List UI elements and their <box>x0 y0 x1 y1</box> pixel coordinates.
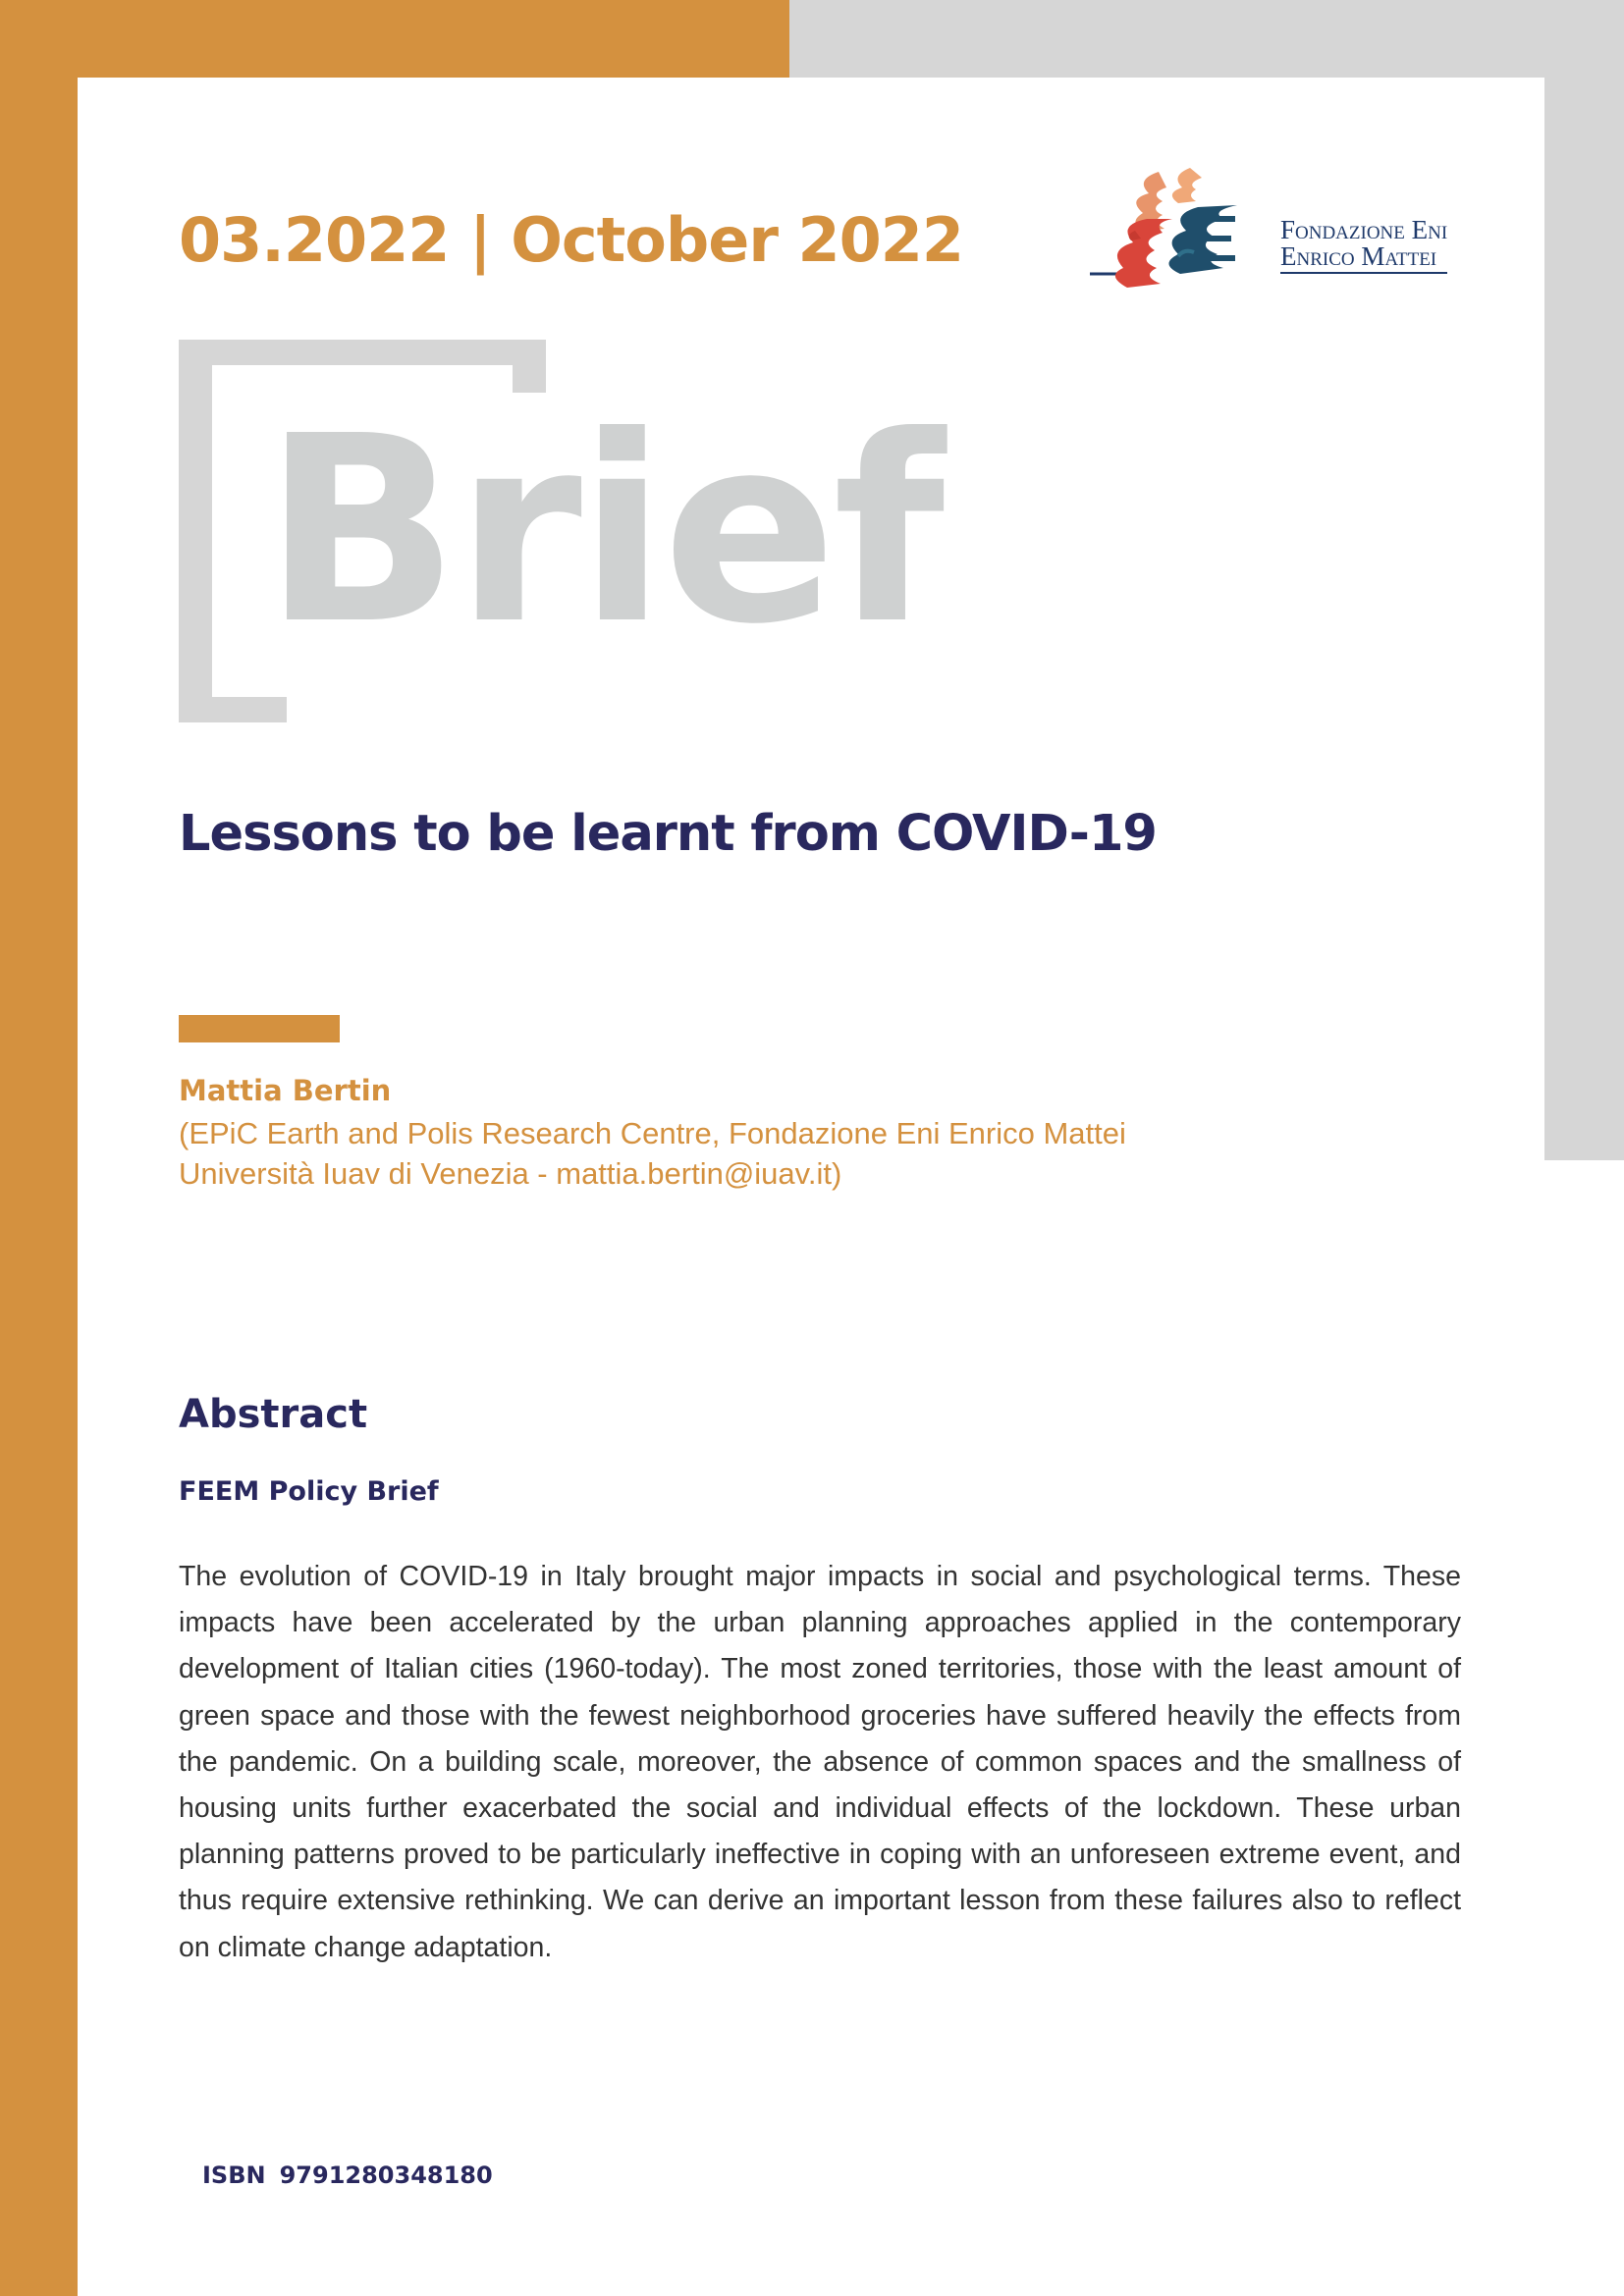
author-accent-bar <box>179 1015 340 1042</box>
author-affiliation <box>179 1113 1126 1194</box>
affiliation-line-2: Università Iuav di Venezia - mattia.bertin@iuav.it) <box>179 1156 842 1191</box>
abstract-body: The evolution of COVID-19 in Italy brought major impacts in social and psychological terms. These impacts have been accelerated by the urban planning approaches applied in the contemporary development of Italian cities (1960-today). The most zoned territories, those with the least amount of green space and those with the fewest neighborhood groceries have suffered heavily the effects from the pandemic. On a building scale, moreover, the absence of common spaces and the smallness of housing units further exacerbated the social and individual effects of the lockdown. These urban planning patterns proved to be particularly ineffective in coping with an unforeseen extreme event, and thus require extensive rethinking. We can derive an important lesson from these failures also to reflect on climate change adaptation. <box>179 1561 1461 1963</box>
issue-date: 03.2022 | October 2022 <box>179 204 964 276</box>
page-title: Lessons to be learnt from COVID-19 <box>179 805 1157 863</box>
top-orange-band <box>0 0 789 78</box>
feem-logo <box>1088 162 1492 299</box>
isbn-number: 9791280348180 <box>279 2162 493 2189</box>
top-grey-band <box>789 0 1624 78</box>
abstract-subheading: FEEM Policy Brief <box>179 1476 439 1507</box>
abstract-heading: Abstract <box>179 1392 368 1437</box>
feem-flame-icon <box>1088 162 1284 299</box>
right-grey-band <box>1544 78 1624 1160</box>
logo-wordmark <box>1280 217 1447 274</box>
logo-line-1: Fondazione Eni <box>1280 215 1448 244</box>
affiliation-line-1: (EPiC Earth and Polis Research Centre, Fondazione Eni Enrico Mattei <box>179 1116 1126 1150</box>
logo-line-2: Enrico Mattei <box>1280 243 1447 274</box>
left-orange-band <box>0 0 78 2296</box>
isbn <box>202 2162 507 2189</box>
brief-wordmark: Brief <box>263 381 942 680</box>
isbn-label: ISBN <box>202 2162 266 2189</box>
author-name: Mattia Bertin <box>179 1074 392 1107</box>
